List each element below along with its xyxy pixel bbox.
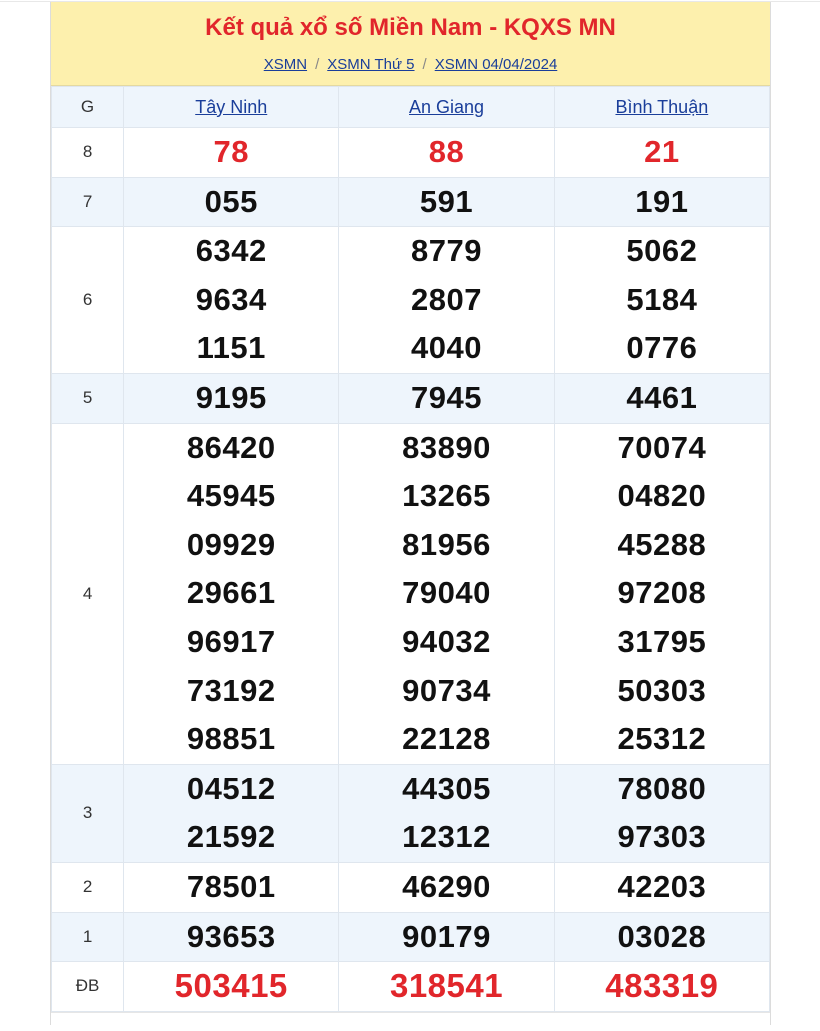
lottery-number: 45288 bbox=[617, 526, 707, 562]
lottery-number: 0776 bbox=[626, 330, 698, 366]
results-table bbox=[51, 86, 770, 1012]
prize-cell bbox=[554, 764, 769, 862]
prize-cell bbox=[339, 912, 554, 962]
prize-cell bbox=[554, 862, 769, 912]
prize-cell bbox=[339, 227, 554, 374]
prize-row-2 bbox=[52, 862, 770, 912]
prize-cell bbox=[339, 962, 554, 1012]
lottery-number: 83890 bbox=[402, 429, 491, 465]
lottery-number: 04512 bbox=[186, 770, 276, 806]
prize-label: 8 bbox=[52, 128, 124, 178]
lottery-number: 21 bbox=[644, 134, 680, 169]
prize-cell bbox=[124, 177, 339, 227]
province-link-tay-ninh[interactable]: Tây Ninh bbox=[195, 96, 268, 117]
results-header bbox=[51, 2, 770, 86]
province-header-tay-ninh bbox=[124, 87, 339, 128]
lottery-number: 29661 bbox=[186, 575, 276, 611]
lottery-number: 88 bbox=[428, 134, 465, 169]
prize-row-8 bbox=[52, 128, 770, 178]
lottery-number: 12312 bbox=[402, 819, 491, 855]
lottery-number: 25312 bbox=[617, 721, 707, 757]
prize-cell bbox=[554, 912, 769, 962]
prize-cell bbox=[339, 177, 554, 227]
lottery-number: 5062 bbox=[626, 233, 698, 269]
lottery-number: 78080 bbox=[617, 770, 707, 806]
province-header-an-giang bbox=[339, 87, 554, 128]
prize-cell bbox=[124, 962, 339, 1012]
lottery-number: 22128 bbox=[402, 721, 491, 757]
lottery-number: 7945 bbox=[411, 379, 483, 415]
lottery-number: 78 bbox=[213, 134, 249, 169]
results-card bbox=[50, 2, 771, 1025]
prize-cell bbox=[339, 373, 554, 423]
lottery-number: 5184 bbox=[626, 281, 698, 317]
lottery-number: 93653 bbox=[186, 918, 276, 954]
table-header-row bbox=[52, 87, 770, 128]
lottery-number: 09929 bbox=[186, 526, 276, 562]
breadcrumb-separator: / bbox=[422, 56, 427, 73]
lottery-number: 97208 bbox=[617, 575, 707, 611]
breadcrumb-link-xsmn-date[interactable]: XSMN 04/04/2024 bbox=[434, 56, 558, 73]
prize-cell bbox=[554, 962, 769, 1012]
lottery-number: 04820 bbox=[617, 478, 707, 514]
prize-label: 5 bbox=[52, 373, 124, 423]
lottery-number: 90179 bbox=[402, 918, 491, 954]
prize-cell bbox=[554, 227, 769, 374]
prize-label: ĐB bbox=[52, 962, 124, 1012]
lottery-number: 03028 bbox=[617, 918, 707, 954]
lottery-number: 1151 bbox=[196, 330, 266, 366]
prize-cell bbox=[339, 862, 554, 912]
prize-label: 7 bbox=[52, 177, 124, 227]
page-title: Kết quả xổ số Miền Nam - KQXS MN bbox=[205, 14, 616, 41]
prize-row-4 bbox=[52, 423, 770, 764]
lottery-number: 96917 bbox=[186, 623, 276, 659]
prize-cell bbox=[554, 373, 769, 423]
lottery-number: 79040 bbox=[402, 575, 491, 611]
prize-row-6 bbox=[52, 227, 770, 374]
prize-label: 4 bbox=[52, 423, 124, 764]
prize-cell bbox=[124, 128, 339, 178]
prize-cell bbox=[339, 128, 554, 178]
lottery-number: 46290 bbox=[402, 868, 491, 904]
prize-cell bbox=[124, 373, 339, 423]
lottery-number: 45945 bbox=[186, 478, 276, 514]
lottery-number: 90734 bbox=[402, 672, 491, 708]
prize-row-5 bbox=[52, 373, 770, 423]
prize-label: 6 bbox=[52, 227, 124, 374]
breadcrumb-link-xsmn-thu5[interactable]: XSMN Thứ 5 bbox=[327, 56, 415, 73]
prize-cell bbox=[124, 423, 339, 764]
special-prize-number: 318541 bbox=[389, 967, 504, 1005]
lottery-number: 6342 bbox=[195, 233, 267, 269]
lottery-number: 81956 bbox=[402, 526, 491, 562]
lottery-number: 70074 bbox=[617, 429, 707, 465]
prize-row-special bbox=[52, 962, 770, 1012]
special-prize-number: 503415 bbox=[174, 967, 288, 1005]
breadcrumb-separator: / bbox=[315, 56, 320, 73]
prize-row-7 bbox=[52, 177, 770, 227]
lottery-number: 86420 bbox=[186, 429, 276, 465]
prize-row-3 bbox=[52, 764, 770, 862]
lottery-number: 191 bbox=[635, 183, 689, 219]
lottery-number: 31795 bbox=[617, 623, 707, 659]
breadcrumb bbox=[51, 56, 770, 74]
lottery-number: 8779 bbox=[411, 233, 483, 269]
lottery-number: 50303 bbox=[617, 672, 707, 708]
prize-label: 3 bbox=[52, 764, 124, 862]
lottery-number: 4461 bbox=[626, 379, 698, 415]
lottery-number: 78501 bbox=[186, 868, 276, 904]
lottery-number: 4040 bbox=[411, 330, 483, 366]
card-footer-strip bbox=[51, 1012, 770, 1031]
prize-label: 1 bbox=[52, 912, 124, 962]
province-header-binh-thuan bbox=[554, 87, 769, 128]
breadcrumb-link-xsmn[interactable]: XSMN bbox=[263, 56, 308, 73]
prize-cell bbox=[339, 423, 554, 764]
lottery-number: 2807 bbox=[411, 281, 483, 317]
prize-column-header: G bbox=[52, 87, 124, 128]
lottery-number: 591 bbox=[419, 183, 474, 219]
lottery-number: 21592 bbox=[186, 819, 276, 855]
lottery-number: 42203 bbox=[617, 868, 707, 904]
prize-cell bbox=[124, 912, 339, 962]
lottery-number: 055 bbox=[204, 183, 258, 219]
province-link-an-giang[interactable]: An Giang bbox=[409, 96, 485, 117]
prize-cell bbox=[124, 862, 339, 912]
lottery-number: 94032 bbox=[402, 623, 491, 659]
lottery-number: 97303 bbox=[617, 819, 707, 855]
prize-cell bbox=[554, 128, 769, 178]
lottery-number: 73192 bbox=[186, 672, 276, 708]
lottery-number: 13265 bbox=[402, 478, 491, 514]
lottery-number: 9195 bbox=[195, 379, 267, 415]
special-prize-number: 483319 bbox=[605, 967, 719, 1005]
prize-cell bbox=[339, 764, 554, 862]
prize-cell bbox=[124, 227, 339, 374]
prize-cell bbox=[554, 423, 769, 764]
province-link-binh-thuan[interactable]: Bình Thuận bbox=[615, 96, 709, 117]
prize-label: 2 bbox=[52, 862, 124, 912]
prize-cell bbox=[124, 764, 339, 862]
lottery-number: 9634 bbox=[195, 281, 267, 317]
lottery-number: 98851 bbox=[186, 721, 276, 757]
lottery-number: 44305 bbox=[402, 770, 491, 806]
prize-row-1 bbox=[52, 912, 770, 962]
prize-cell bbox=[554, 177, 769, 227]
